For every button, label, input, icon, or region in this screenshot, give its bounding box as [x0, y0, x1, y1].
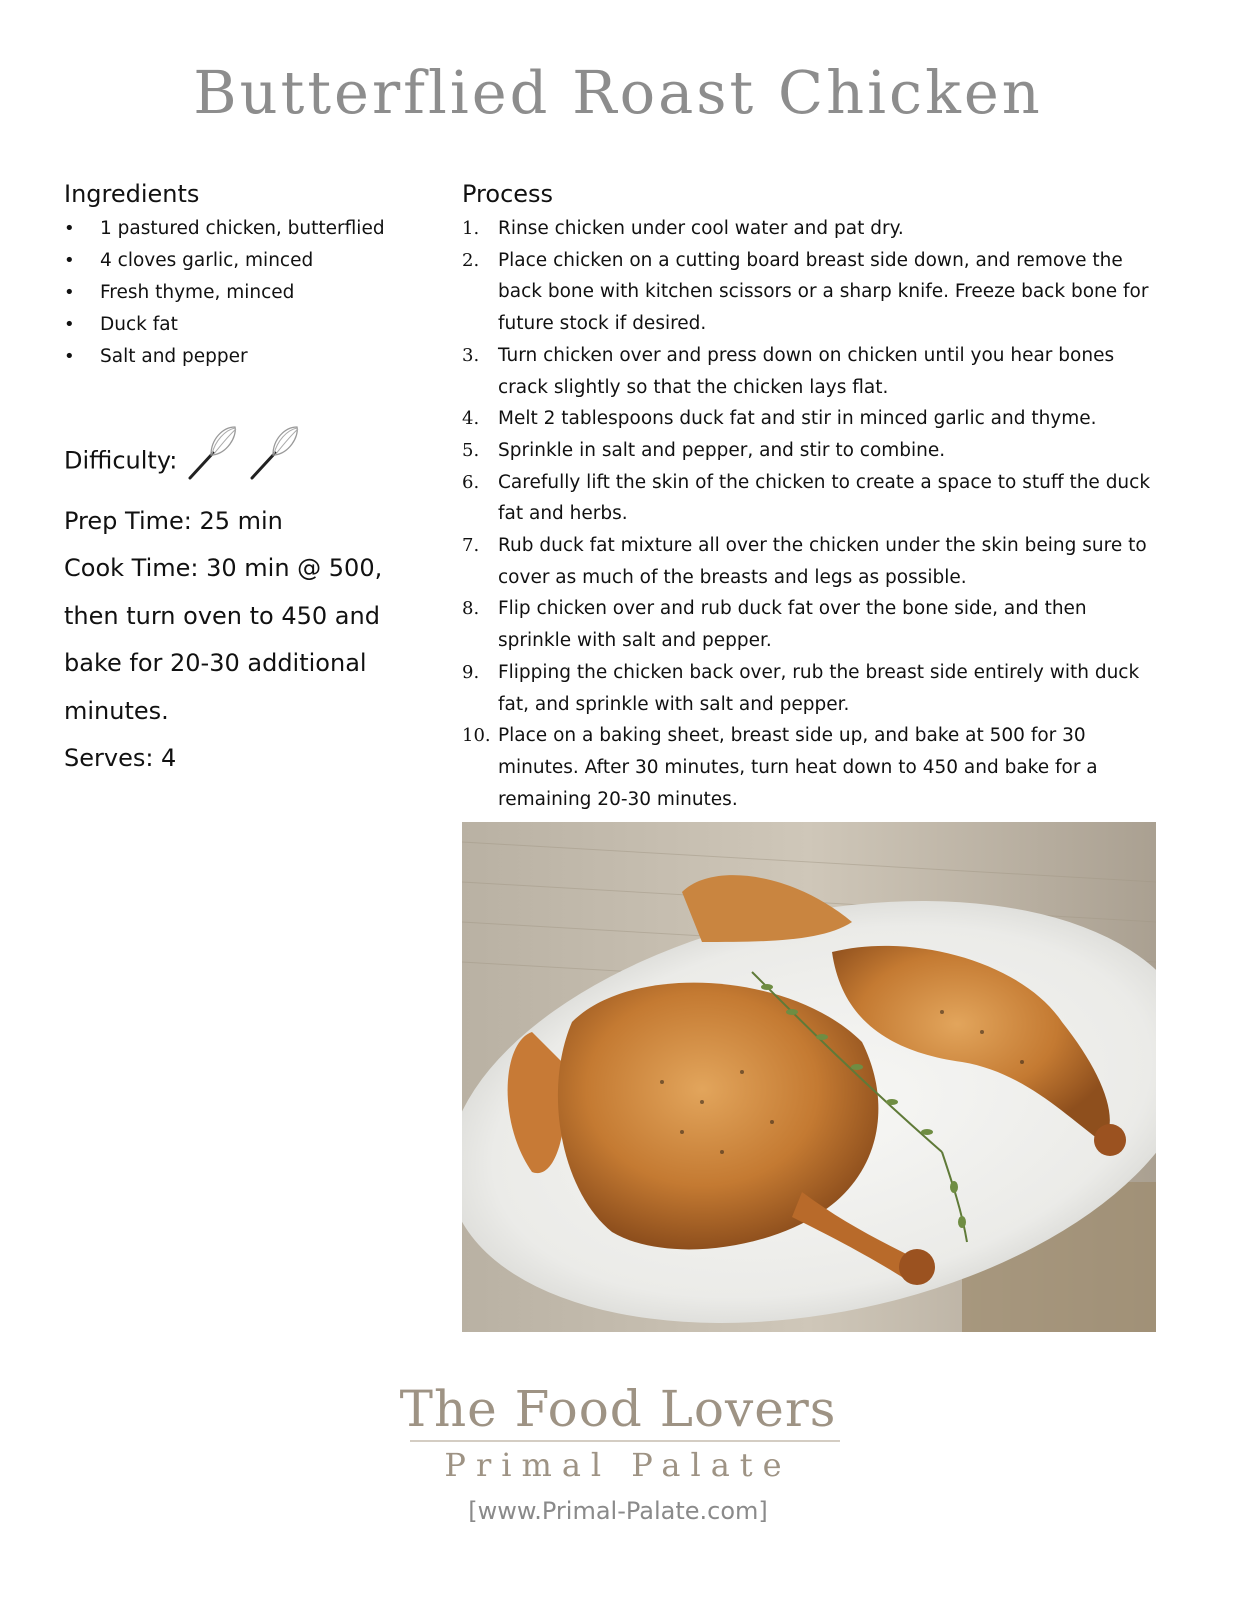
step-number: 10.	[462, 725, 491, 747]
whisk-icon	[187, 425, 239, 498]
ingredient-item: • 1 pastured chicken, butterflied	[64, 213, 434, 245]
ingredient-item: • Fresh thyme, minced	[64, 277, 434, 309]
step-text: Rub duck fat mixture all over the chicken under the skin being sure to cover as much of the breasts and legs as possible.	[498, 535, 1147, 588]
whisk-icon	[249, 425, 301, 498]
brand-subtitle: Primal Palate	[444, 1446, 792, 1484]
step-text: Rinse chicken under cool water and pat dry.	[498, 218, 904, 239]
cook-time: Cook Time: 30 min @ 500, then turn oven to 450 and bake for 20-30 additional minutes.	[64, 554, 383, 725]
step-text: Flipping the chicken back over, rub the breast side entirely with duck fat, and sprinkle with salt and pepper.	[498, 661, 1140, 715]
difficulty-row	[64, 425, 444, 498]
process-step	[462, 245, 1162, 340]
step-text: Turn chicken over and press down on chicken until you hear bones crack slightly so that the chicken lays flat.	[498, 344, 1115, 398]
step-number: 7.	[462, 535, 480, 557]
recipe-title: Butterflied Roast Chicken	[193, 58, 1043, 127]
step-number: 2.	[462, 249, 480, 271]
difficulty-label: Difficulty:	[64, 446, 178, 475]
chicken-photo	[462, 822, 1156, 1332]
process-step	[462, 657, 1162, 720]
brand-divider	[410, 1440, 840, 1442]
process-step	[462, 530, 1162, 593]
step-text: Flip chicken over and rub duck fat over the bone side, and then sprinkle with salt and pepper.	[498, 598, 1087, 652]
ingredients-list	[64, 213, 434, 373]
ingredients-heading: Ingredients	[64, 180, 200, 208]
ingredient-item: • 4 cloves garlic, minced	[64, 245, 434, 277]
ingredient-item: • Salt and pepper	[64, 341, 434, 373]
step-text: Place on a baking sheet, breast side up, and bake at 500 for 30 minutes. After 30 minutes, turn heat down to 450 and bake for a remaining 20-30 minutes.	[498, 725, 1098, 810]
ingredients-section	[64, 180, 434, 373]
step-text: Carefully lift the skin of the chicken to create a space to stuff the duck fat and herbs.	[498, 471, 1151, 525]
step-number: 6.	[462, 471, 480, 493]
process-step	[462, 720, 1162, 815]
serves: Serves: 4	[64, 744, 177, 772]
step-text: Sprinkle in salt and pepper, and stir to combine.	[498, 439, 946, 461]
step-number: 3.	[462, 344, 480, 366]
process-section	[462, 180, 1162, 815]
process-step	[462, 403, 1162, 435]
step-number: 9.	[462, 661, 480, 683]
prep-time: Prep Time: 25 min	[64, 506, 283, 535]
step-number: 1.	[462, 218, 480, 239]
step-number: 5.	[462, 439, 480, 461]
process-step	[462, 340, 1162, 403]
process-step	[462, 593, 1162, 656]
step-number: 8.	[462, 598, 480, 620]
step-number: 4.	[462, 408, 480, 430]
ingredient-item: • Duck fat	[64, 309, 434, 341]
brand-logo-text: The Food Lovers	[399, 1380, 837, 1438]
step-text: Melt 2 tablespoons duck fat and stir in minced garlic and thyme.	[498, 408, 1097, 430]
recipe-meta	[64, 425, 444, 783]
step-text: Place chicken on a cutting board breast side down, and remove the back bone with kitchen scissors or a sharp knife. Freeze back bone for future stock if desired.	[498, 249, 1149, 335]
process-step	[462, 213, 1162, 245]
process-step	[462, 467, 1162, 530]
process-steps	[462, 213, 1162, 815]
process-step	[462, 435, 1162, 467]
website-url[interactable]: [www.Primal-Palate.com]	[468, 1497, 768, 1525]
process-heading: Process	[462, 180, 554, 208]
